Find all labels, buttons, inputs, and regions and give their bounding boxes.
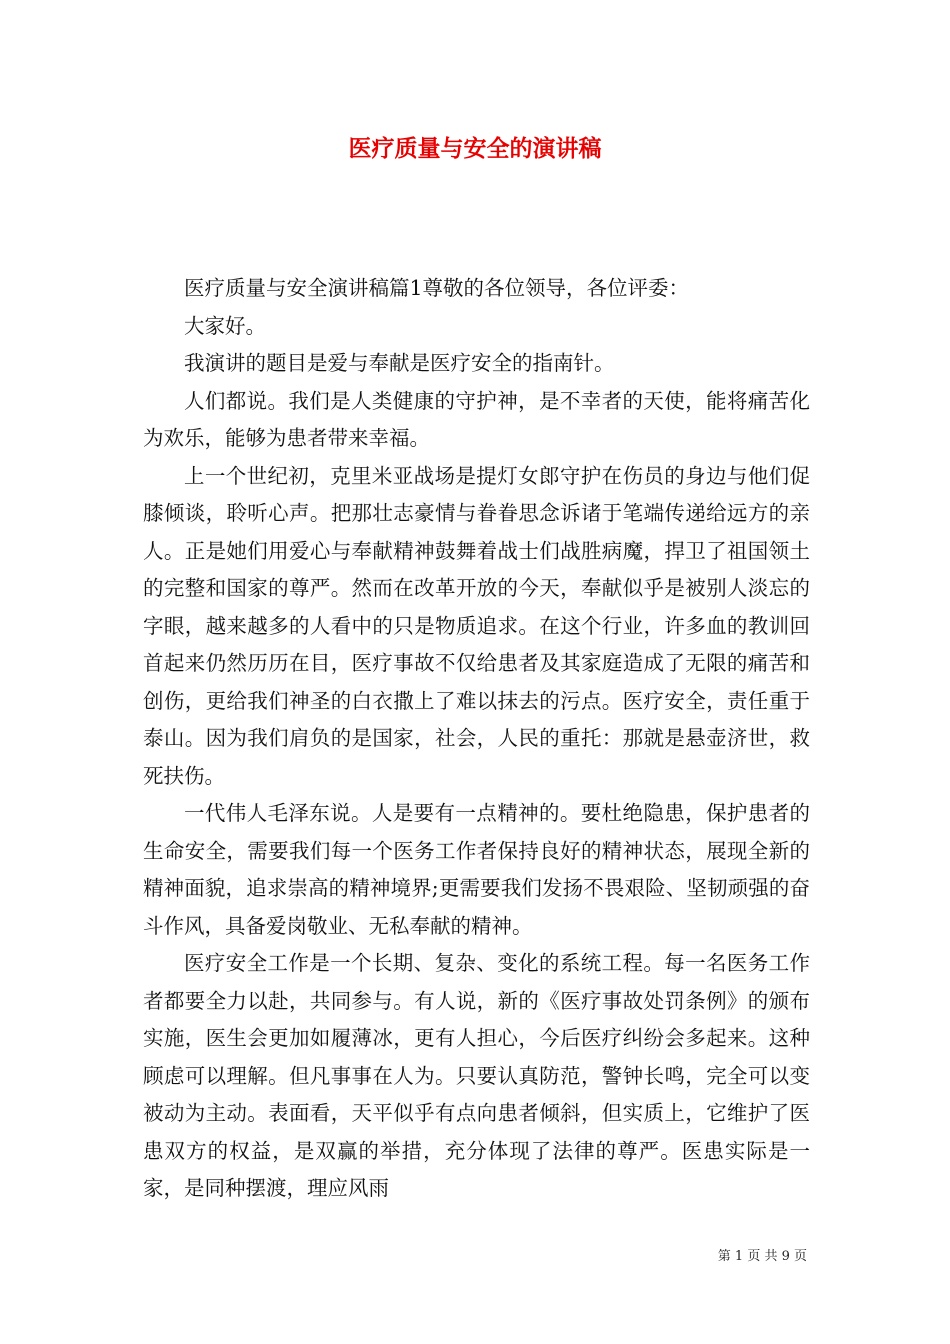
document-title: 医疗质量与安全的演讲稿 <box>348 135 602 162</box>
paragraph: 一代伟人毛泽东说。人是要有一点精神的。要杜绝隐患，保护患者的生命安全，需要我们每一个医务工作者保持良好的精神状态，展现全新的精神面貌，追求崇高的精神境界;更需要我们发扬不畏艰险、坚韧顽强的奋斗作风，具备爱岗敬业、无私奉献的精神。 <box>143 801 810 938</box>
page-number-footer: 第 1 页 共 9 页 <box>717 1249 807 1264</box>
paragraph: 人们都说。我们是人类健康的守护神，是不幸者的天使，能将痛苦化为欢乐，能够为患者带来幸福。 <box>143 388 810 450</box>
paragraph: 我演讲的题目是爱与奉献是医疗安全的指南针。 <box>184 351 615 375</box>
paragraph: 医疗质量与安全演讲稿篇1尊敬的各位领导，各位评委： <box>184 276 690 300</box>
paragraph: 大家好。 <box>184 313 266 338</box>
document-body <box>143 270 810 1208</box>
paragraph: 上一个世纪初，克里米亚战场是提灯女郎守护在伤员的身边与他们促膝倾谈，聆听心声。把那壮志豪情与眷眷思念诉诸于笔端传递给远方的亲人。正是她们用爱心与奉献精神鼓舞着战士们战胜病魔，捍卫了祖国领土的完整和国家的尊严。然而在改革开放的今天，奉献似乎是被别人淡忘的字眼，越来越多的人看中的只是物质追求。在这个行业，许多血的教训回首起来仍然历历在目，医疗事故不仅给患者及其家庭造成了无限的痛苦和创伤，更给我们神圣的白衣撒上了难以抹去的污点。医疗安全，责任重于泰山。因为我们肩负的是国家，社会，人民的重托：那就是悬壶济世，救死扶伤。 <box>143 463 810 788</box>
paragraph: 医疗安全工作是一个长期、复杂、变化的系统工程。每一名医务工作者都要全力以赴，共同参与。有人说，新的《医疗事故处罚条例》的颁布实施，医生会更加如履薄冰，更有人担心，今后医疗纠纷会多起来。这种顾虑可以理解。但凡事事在人为。只要认真防范，警钟长鸣，完全可以变被动为主动。表面看，天平似乎有点向患者倾斜，但实质上，它维护了医患双方的权益，是双赢的举措，充分体现了法律的尊严。医患实际是一家，是同种摆渡，理应风雨 <box>143 951 810 1200</box>
